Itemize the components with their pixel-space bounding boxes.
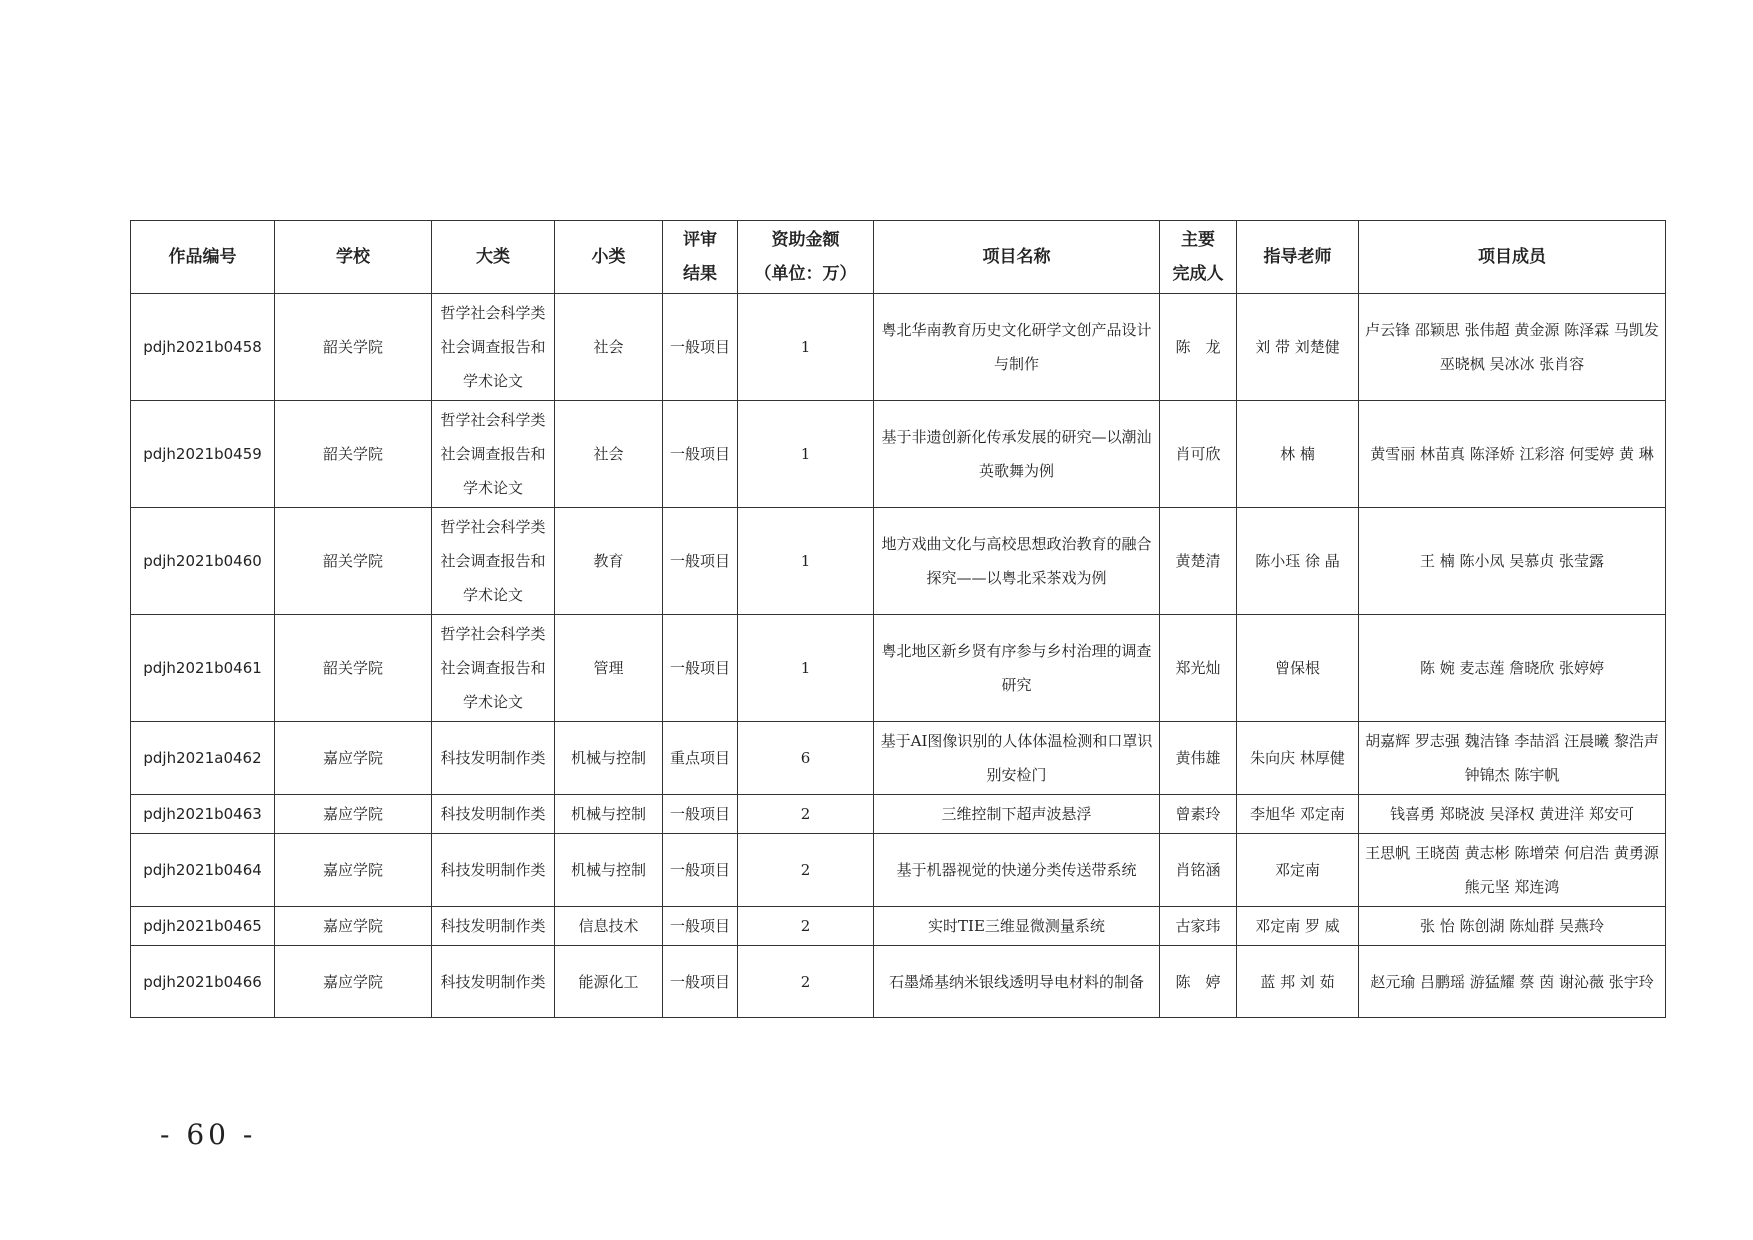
cell-project-name: 粤北地区新乡贤有序参与乡村治理的调查研究 bbox=[874, 615, 1160, 722]
cell-category: 哲学社会科学类社会调查报告和学术论文 bbox=[432, 508, 555, 615]
cell-project-name: 粤北华南教育历史文化研学文创产品设计与制作 bbox=[874, 294, 1160, 401]
cell-leader: 肖可欣 bbox=[1160, 401, 1237, 508]
cell-leader: 肖铭涵 bbox=[1160, 834, 1237, 907]
cell-amount: 1 bbox=[738, 401, 874, 508]
cell-subcategory: 机械与控制 bbox=[555, 795, 663, 834]
cell-project-name: 基于非遗创新化传承发展的研究—以潮汕英歌舞为例 bbox=[874, 401, 1160, 508]
cell-school: 嘉应学院 bbox=[275, 722, 432, 795]
table-header-row bbox=[131, 221, 1666, 294]
cell-leader: 古家玮 bbox=[1160, 907, 1237, 946]
cell-school: 嘉应学院 bbox=[275, 795, 432, 834]
cell-subcategory: 机械与控制 bbox=[555, 722, 663, 795]
cell-category: 科技发明制作类 bbox=[432, 834, 555, 907]
cell-result: 一般项目 bbox=[663, 615, 738, 722]
header-school: 学校 bbox=[275, 221, 432, 294]
cell-id: pdjh2021b0461 bbox=[131, 615, 275, 722]
cell-amount: 2 bbox=[738, 907, 874, 946]
header-amount: 资助金额 （单位：万） bbox=[738, 221, 874, 294]
cell-amount: 1 bbox=[738, 508, 874, 615]
header-leader: 主要 完成人 bbox=[1160, 221, 1237, 294]
cell-result: 一般项目 bbox=[663, 795, 738, 834]
table-row bbox=[131, 294, 1666, 401]
header-id: 作品编号 bbox=[131, 221, 275, 294]
cell-school: 嘉应学院 bbox=[275, 834, 432, 907]
cell-amount: 6 bbox=[738, 722, 874, 795]
cell-subcategory: 能源化工 bbox=[555, 946, 663, 1018]
cell-id: pdjh2021b0466 bbox=[131, 946, 275, 1018]
table-row bbox=[131, 946, 1666, 1018]
cell-project-name: 地方戏曲文化与高校思想政治教育的融合探究——以粤北采茶戏为例 bbox=[874, 508, 1160, 615]
cell-advisor: 蓝 邦 刘 茹 bbox=[1237, 946, 1359, 1018]
cell-amount: 2 bbox=[738, 834, 874, 907]
cell-members: 钱喜勇 郑晓波 吴泽权 黄进洋 郑安可 bbox=[1359, 795, 1666, 834]
cell-school: 韶关学院 bbox=[275, 508, 432, 615]
cell-school: 嘉应学院 bbox=[275, 907, 432, 946]
cell-leader: 陈 龙 bbox=[1160, 294, 1237, 401]
cell-advisor: 李旭华 邓定南 bbox=[1237, 795, 1359, 834]
cell-school: 嘉应学院 bbox=[275, 946, 432, 1018]
cell-subcategory: 机械与控制 bbox=[555, 834, 663, 907]
header-advisor: 指导老师 bbox=[1237, 221, 1359, 294]
table-row bbox=[131, 834, 1666, 907]
cell-subcategory: 信息技术 bbox=[555, 907, 663, 946]
cell-id: pdjh2021a0462 bbox=[131, 722, 275, 795]
cell-members: 赵元瑜 吕鹏瑶 游猛耀 蔡 茵 谢沁薇 张宇玲 bbox=[1359, 946, 1666, 1018]
table-row bbox=[131, 615, 1666, 722]
cell-school: 韶关学院 bbox=[275, 615, 432, 722]
cell-category: 哲学社会科学类社会调查报告和学术论文 bbox=[432, 615, 555, 722]
cell-category: 科技发明制作类 bbox=[432, 795, 555, 834]
cell-members: 卢云锋 邵颖思 张伟超 黄金源 陈泽霖 马凯发 巫晓枫 吴冰冰 张肖容 bbox=[1359, 294, 1666, 401]
cell-result: 一般项目 bbox=[663, 508, 738, 615]
header-result: 评审 结果 bbox=[663, 221, 738, 294]
table-row bbox=[131, 722, 1666, 795]
cell-project-name: 三维控制下超声波悬浮 bbox=[874, 795, 1160, 834]
cell-members: 胡嘉辉 罗志强 魏洁锋 李喆滔 汪晨曦 黎浩声 钟锦杰 陈宇帆 bbox=[1359, 722, 1666, 795]
cell-advisor: 朱向庆 林厚健 bbox=[1237, 722, 1359, 795]
cell-category: 科技发明制作类 bbox=[432, 907, 555, 946]
cell-subcategory: 社会 bbox=[555, 401, 663, 508]
cell-members: 陈 婉 麦志莲 詹晓欣 张婷婷 bbox=[1359, 615, 1666, 722]
header-subcategory: 小类 bbox=[555, 221, 663, 294]
cell-result: 一般项目 bbox=[663, 907, 738, 946]
cell-leader: 黄楚清 bbox=[1160, 508, 1237, 615]
cell-id: pdjh2021b0463 bbox=[131, 795, 275, 834]
cell-advisor: 曾保根 bbox=[1237, 615, 1359, 722]
cell-result: 一般项目 bbox=[663, 294, 738, 401]
cell-members: 王思帆 王晓茵 黄志彬 陈增荣 何启浩 黄勇源 熊元坚 郑连鸿 bbox=[1359, 834, 1666, 907]
cell-subcategory: 管理 bbox=[555, 615, 663, 722]
cell-id: pdjh2021b0460 bbox=[131, 508, 275, 615]
table-row bbox=[131, 508, 1666, 615]
cell-leader: 黄伟雄 bbox=[1160, 722, 1237, 795]
cell-amount: 2 bbox=[738, 946, 874, 1018]
cell-project-name: 基于AI图像识别的人体体温检测和口罩识别安检门 bbox=[874, 722, 1160, 795]
cell-amount: 2 bbox=[738, 795, 874, 834]
cell-result: 重点项目 bbox=[663, 722, 738, 795]
cell-amount: 1 bbox=[738, 615, 874, 722]
table-row bbox=[131, 795, 1666, 834]
cell-leader: 陈 婷 bbox=[1160, 946, 1237, 1018]
cell-category: 哲学社会科学类社会调查报告和学术论文 bbox=[432, 294, 555, 401]
cell-result: 一般项目 bbox=[663, 834, 738, 907]
cell-id: pdjh2021b0459 bbox=[131, 401, 275, 508]
cell-subcategory: 教育 bbox=[555, 508, 663, 615]
header-category: 大类 bbox=[432, 221, 555, 294]
cell-advisor: 邓定南 bbox=[1237, 834, 1359, 907]
cell-members: 张 怡 陈创湖 陈灿群 吴燕玲 bbox=[1359, 907, 1666, 946]
table-row bbox=[131, 401, 1666, 508]
cell-school: 韶关学院 bbox=[275, 294, 432, 401]
cell-project-name: 基于机器视觉的快递分类传送带系统 bbox=[874, 834, 1160, 907]
cell-id: pdjh2021b0458 bbox=[131, 294, 275, 401]
cell-advisor: 陈小珏 徐 晶 bbox=[1237, 508, 1359, 615]
cell-subcategory: 社会 bbox=[555, 294, 663, 401]
header-members: 项目成员 bbox=[1359, 221, 1666, 294]
cell-advisor: 邓定南 罗 威 bbox=[1237, 907, 1359, 946]
cell-members: 王 楠 陈小凤 吴慕贞 张莹露 bbox=[1359, 508, 1666, 615]
cell-result: 一般项目 bbox=[663, 401, 738, 508]
table-row bbox=[131, 907, 1666, 946]
cell-advisor: 林 楠 bbox=[1237, 401, 1359, 508]
cell-id: pdjh2021b0465 bbox=[131, 907, 275, 946]
cell-category: 哲学社会科学类社会调查报告和学术论文 bbox=[432, 401, 555, 508]
cell-id: pdjh2021b0464 bbox=[131, 834, 275, 907]
cell-project-name: 实时TIE三维显微测量系统 bbox=[874, 907, 1160, 946]
cell-category: 科技发明制作类 bbox=[432, 722, 555, 795]
cell-amount: 1 bbox=[738, 294, 874, 401]
cell-category: 科技发明制作类 bbox=[432, 946, 555, 1018]
project-table bbox=[130, 220, 1666, 1018]
header-project-name: 项目名称 bbox=[874, 221, 1160, 294]
cell-result: 一般项目 bbox=[663, 946, 738, 1018]
page-number: - 60 - bbox=[160, 1118, 257, 1151]
cell-project-name: 石墨烯基纳米银线透明导电材料的制备 bbox=[874, 946, 1160, 1018]
cell-advisor: 刘 带 刘楚健 bbox=[1237, 294, 1359, 401]
cell-school: 韶关学院 bbox=[275, 401, 432, 508]
cell-members: 黄雪丽 林苗真 陈泽娇 江彩溶 何雯婷 黄 琳 bbox=[1359, 401, 1666, 508]
cell-leader: 郑光灿 bbox=[1160, 615, 1237, 722]
cell-leader: 曾素玲 bbox=[1160, 795, 1237, 834]
